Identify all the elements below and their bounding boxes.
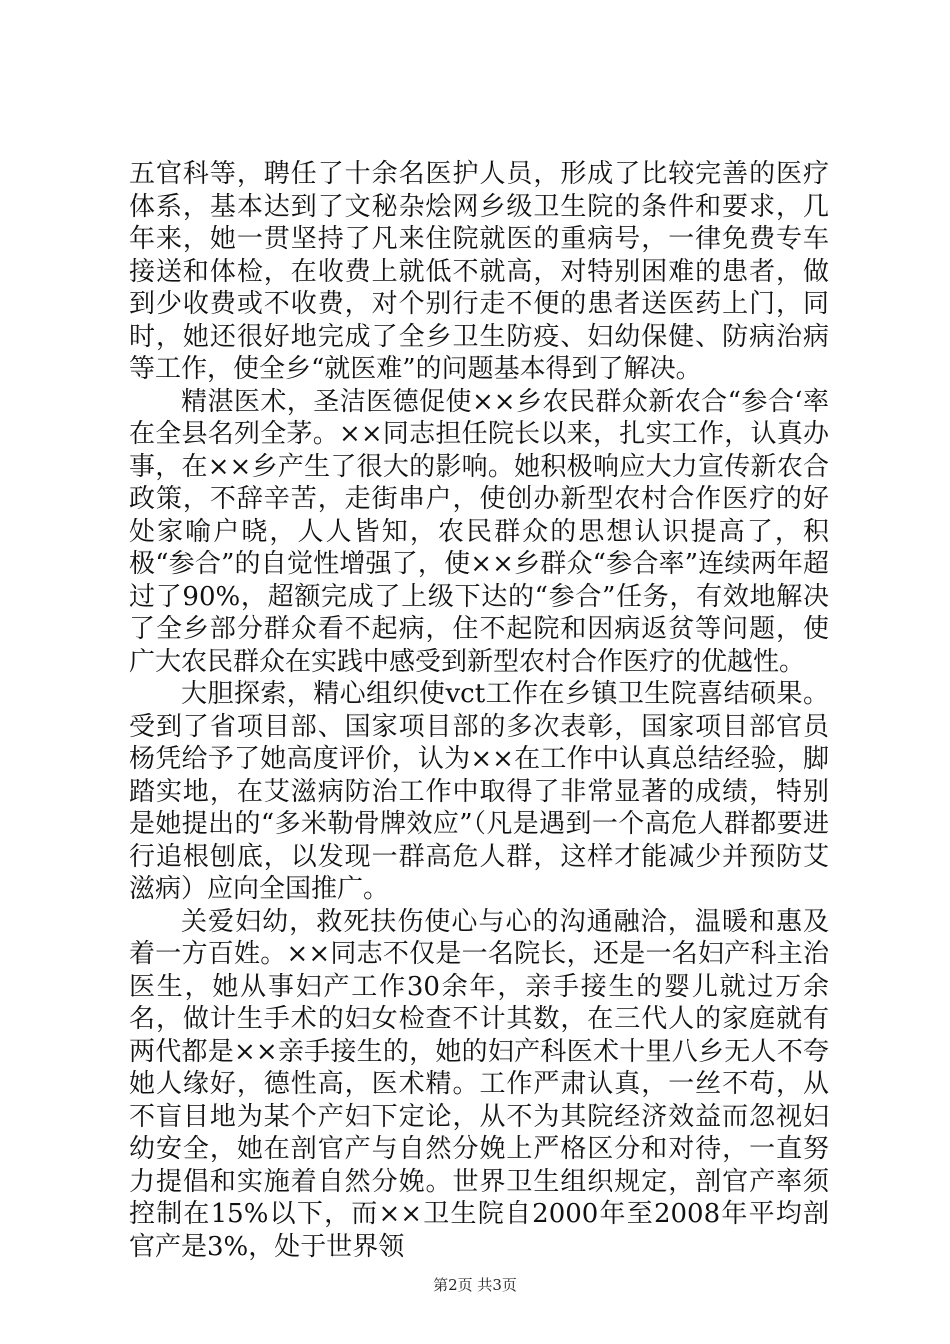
paragraph-medical-skill: 精湛医术，圣洁医德促使××乡农民群众新农合“参合‘率在全县名列全茅。××同志担任院长以来，扎实工作，认真办事，在××乡产生了很大的影响。她积极响应大力宣传新农合政策，不辞辛苦，走街串户，使创办新型农村合作医疗的好处家喻户晓，人人皆知，农民群众的思想认识提高了，积极“参合”的自觉性增强了，使××乡群众“参合率”连续两年超过了90%，超额完成了上级下达的“参合”任务，有效地解决了全乡部分群众看不起病，住不起院和因病返贫等问题，使广大农民群众在实践中感受到新型农村合作医疗的优越性。 [129, 386, 829, 677]
paragraph-vct-work: 大胆探索，精心组织使vct工作在乡镇卫生院喜结硕果。受到了省项目部、国家项目部的多次表彰，国家项目部官员杨凭给予了她高度评价，认为××在工作中认真总结经验，脚踏实地，在艾滋病防治工作中取得了非常显著的成绩，特别是她提出的“多米勒骨牌效应”（凡是遇到一个高危人群都要进行追根刨底，以发现一群高危人群，这样才能减少并预防艾滋病）应向全国推广。 [129, 679, 829, 904]
page-number-footer: 第2页 共3页 [433, 1276, 517, 1294]
paragraph-maternal-care: 关爱妇幼，救死扶伤使心与心的沟通融洽，温暖和惠及着一方百姓。××同志不仅是一名院长，还是一名妇产科主治医生，她从事妇产工作30余年，亲手接生的婴儿就过万余名，做计生手术的妇女检查不计其数，在三代人的家庭就有两代都是××亲手接生的，她的妇产科医术十里八乡无人不夸她人缘好，德性高，医术精。工作严肃认真，一丝不苟，从不盲目地为某个产妇下定论，从不为其院经济效益而忽视妇幼安全，她在剖官产与自然分娩上严格区分和对待，一直努力提倡和实施着自然分娩。世界卫生组织规定，剖官产率须控制在15%以下，而××卫生院自2000年至2008年平均剖官产是3%，处于世界领 [129, 906, 829, 1262]
paragraph-continued: 五官科等，聘任了十余名医护人员，形成了比较完善的医疗体系，基本达到了文秘杂烩网乡级卫生院的条件和要求，几年来，她一贯坚持了凡来住院就医的重病号，一律免费专车接送和体检，在收费上就低不就高，对特别困难的患者，做到少收费或不收费，对个别行走不便的患者送医药上门，同时，她还很好地完成了全乡卫生防疫、妇幼保健、防病治病等工作，使全乡“就医难”的问题基本得到了解决。 [129, 159, 829, 384]
document-body [129, 158, 829, 1263]
